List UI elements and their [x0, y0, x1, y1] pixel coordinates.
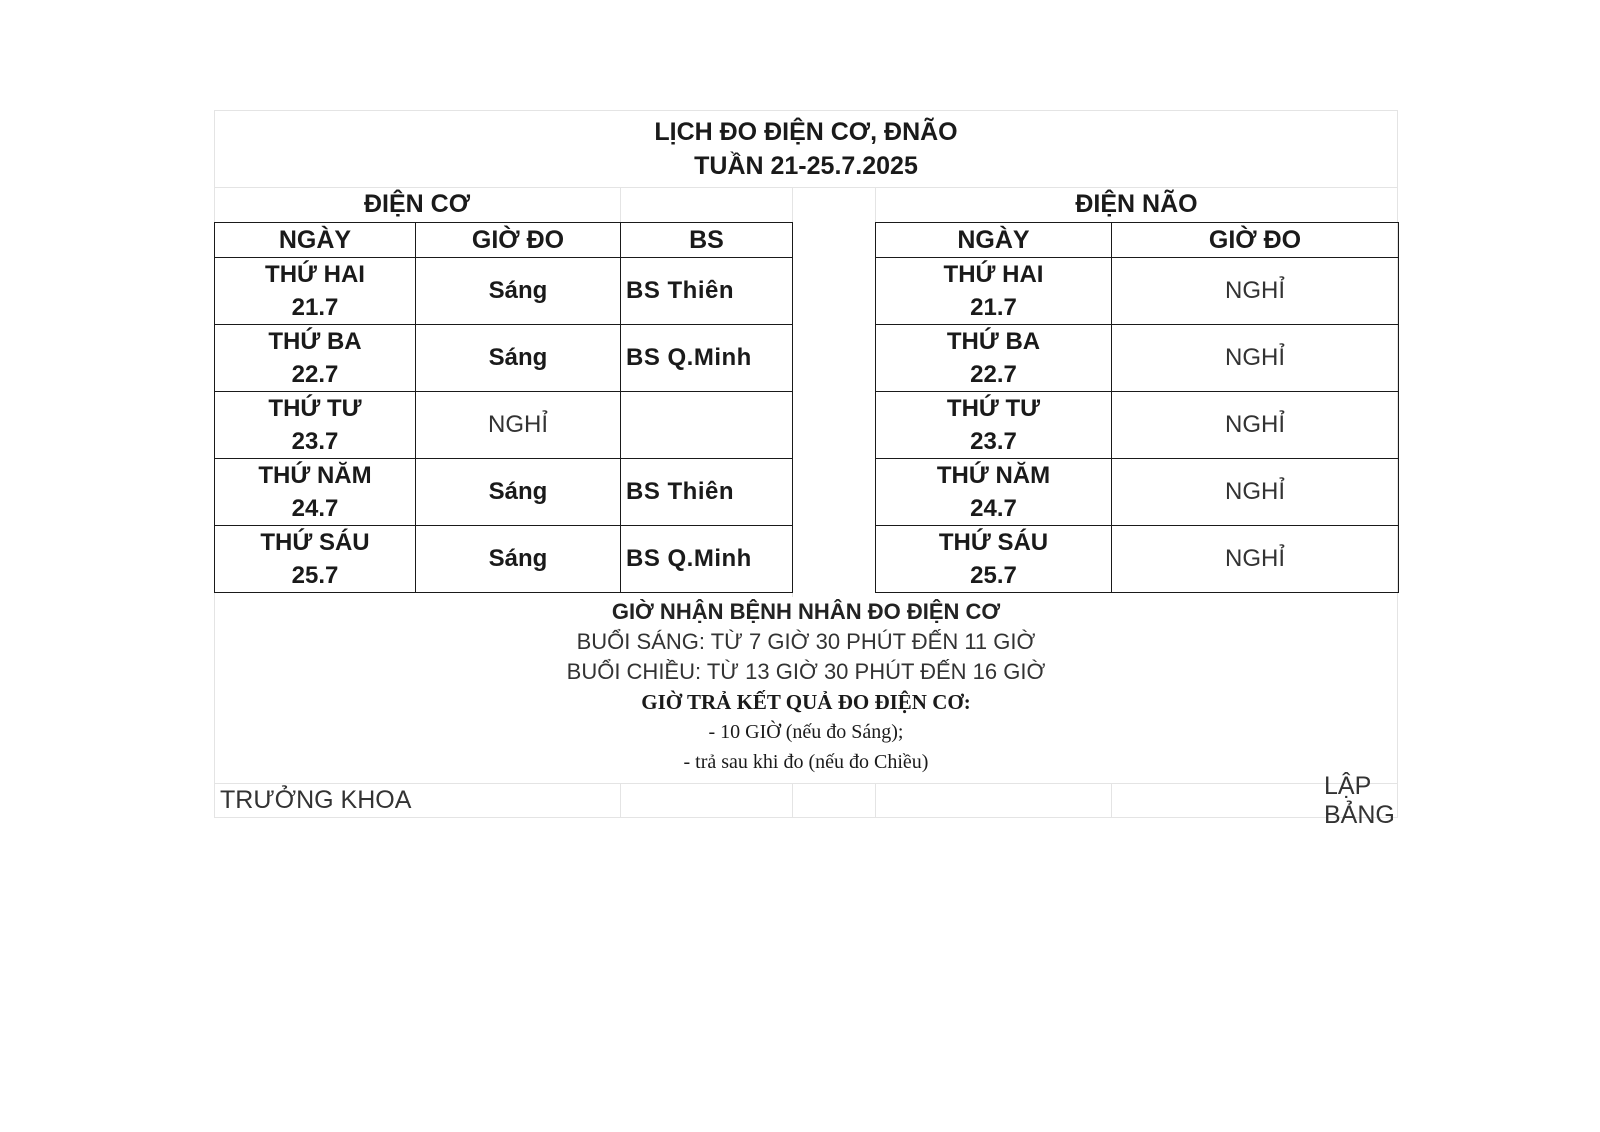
- eeg-section-label: ĐIỆN NÃO: [1075, 190, 1198, 218]
- emg-header-day: NGÀY: [215, 223, 416, 258]
- day-name: THỨ BA: [946, 328, 1041, 355]
- time-cell: NGHỈ: [1112, 459, 1399, 526]
- day-date: 25.7: [970, 562, 1017, 589]
- day-cell: [215, 325, 416, 392]
- page-title: [214, 110, 1398, 187]
- day-name: THỨ SÁU: [938, 529, 1049, 556]
- day-name: THỨ BA: [268, 328, 362, 355]
- time-cell: Sáng: [416, 325, 621, 392]
- notes-morning: BUỔI SÁNG: TỪ 7 GIỜ 30 PHÚT ĐẾN 11 GIỜ: [576, 629, 1036, 654]
- day-date: 25.7: [291, 562, 339, 589]
- doctor-cell: BS Thiên: [621, 258, 793, 325]
- notes-block: [214, 597, 1398, 777]
- notes-heading: GIỜ NHẬN BỆNH NHÂN ĐO ĐIỆN CƠ: [611, 599, 1001, 624]
- doctor-cell: BS Thiên: [621, 459, 793, 526]
- time-cell: NGHỈ: [1112, 325, 1399, 392]
- day-cell: [876, 459, 1112, 526]
- day-date: 22.7: [291, 361, 339, 388]
- notes-result-afternoon: - trả sau khi đo (nếu đo Chiều): [683, 751, 929, 773]
- day-cell: [876, 325, 1112, 392]
- footer-head-of-dept: TRƯỞNG KHOA: [220, 786, 412, 814]
- day-name: THỨ TƯ: [268, 395, 362, 422]
- table-row: [876, 258, 1399, 325]
- day-cell: [876, 392, 1112, 459]
- table-row: [876, 459, 1399, 526]
- day-date: 24.7: [291, 495, 339, 522]
- grid-line: [875, 783, 876, 818]
- eeg-table: [875, 222, 1399, 593]
- day-date: 21.7: [970, 294, 1017, 321]
- doctor-cell: [621, 392, 793, 459]
- emg-section-label: ĐIỆN CƠ: [363, 190, 471, 218]
- grid-line: [620, 783, 621, 818]
- table-row: [215, 392, 793, 459]
- schedule-sheet: [214, 110, 1398, 829]
- day-date: 23.7: [291, 428, 339, 455]
- day-name: THỨ NĂM: [936, 462, 1051, 489]
- day-cell: [876, 526, 1112, 593]
- doctor-cell: BS Q.Minh: [621, 526, 793, 593]
- day-date: 23.7: [970, 428, 1017, 455]
- time-cell: Sáng: [416, 459, 621, 526]
- table-row: [876, 392, 1399, 459]
- grid-line: [1111, 783, 1112, 818]
- doctor-cell: BS Q.Minh: [621, 325, 793, 392]
- time-cell: NGHỈ: [1112, 526, 1399, 593]
- day-cell: [215, 526, 416, 593]
- day-name: THỨ HAI: [943, 261, 1044, 288]
- day-cell: [215, 392, 416, 459]
- time-cell: Sáng: [416, 526, 621, 593]
- day-cell: [876, 258, 1112, 325]
- day-cell: [215, 258, 416, 325]
- emg-header-doctor: BS: [621, 223, 793, 258]
- grid-line: [792, 783, 793, 818]
- time-cell: NGHỈ: [416, 392, 621, 459]
- title-line-1: LỊCH ĐO ĐIỆN CƠ, ĐNÃO: [654, 117, 958, 146]
- day-name: THỨ TƯ: [946, 395, 1041, 422]
- day-name: THỨ NĂM: [258, 462, 372, 489]
- notes-result-heading: GIỜ TRẢ KẾT QUẢ ĐO ĐIỆN CƠ:: [641, 690, 971, 714]
- table-row: [215, 258, 793, 325]
- table-row: [215, 459, 793, 526]
- day-name: THỨ SÁU: [260, 529, 370, 556]
- eeg-header-time: GIỜ ĐO: [1112, 223, 1399, 258]
- day-date: 21.7: [291, 294, 339, 321]
- day-cell: [215, 459, 416, 526]
- grid-line: [620, 187, 621, 222]
- table-row: [876, 325, 1399, 392]
- table-row: [215, 526, 793, 593]
- time-cell: Sáng: [416, 258, 621, 325]
- eeg-header-day: NGÀY: [876, 223, 1112, 258]
- table-row: [876, 526, 1399, 593]
- day-date: 22.7: [970, 361, 1017, 388]
- emg-table: [214, 222, 793, 593]
- eeg-header-row: [876, 223, 1399, 258]
- time-cell: NGHỈ: [1112, 258, 1399, 325]
- day-name: THỨ HAI: [265, 261, 365, 288]
- notes-result-morning: - 10 GIỜ (nếu đo Sáng);: [708, 721, 904, 743]
- footer-prepared-by: LẬP BẢNG: [1324, 771, 1395, 829]
- title-line-2: TUẦN 21-25.7.2025: [694, 151, 918, 180]
- notes-afternoon: BUỔI CHIỀU: TỪ 13 GIỜ 30 PHÚT ĐẾN 16 GIỜ: [566, 659, 1046, 684]
- time-cell: NGHỈ: [1112, 392, 1399, 459]
- table-row: [215, 325, 793, 392]
- day-date: 24.7: [970, 495, 1017, 522]
- emg-header-row: [215, 223, 793, 258]
- emg-header-time: GIỜ ĐO: [416, 223, 621, 258]
